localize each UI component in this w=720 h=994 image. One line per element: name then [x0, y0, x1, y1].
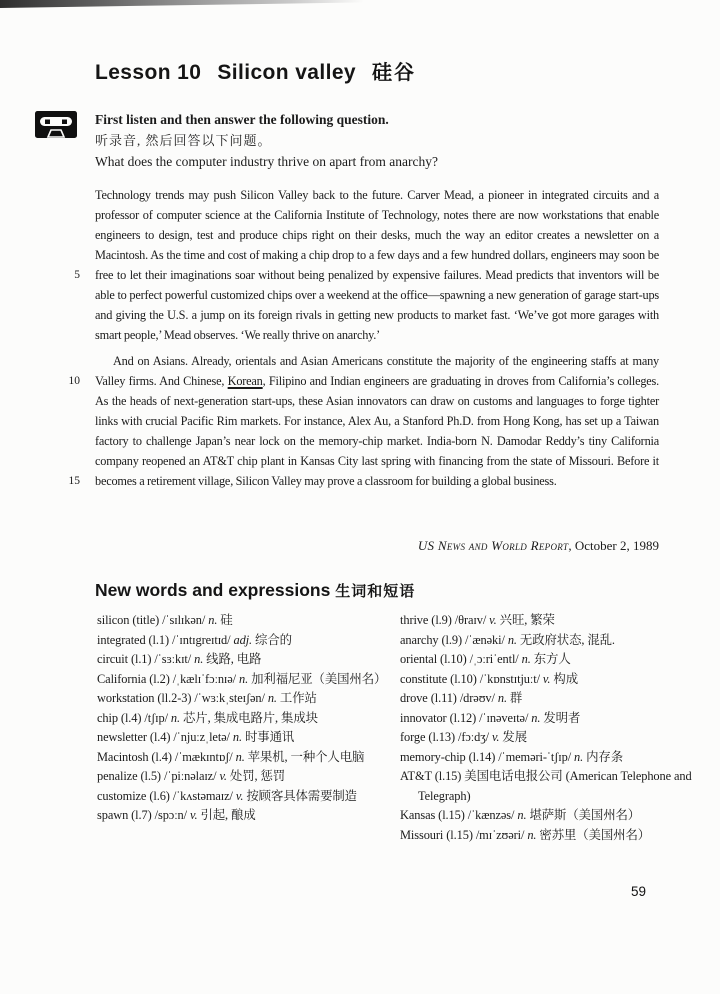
- vocab-entry: thrive (l.9) /θraɪv/ v. 兴旺, 繁荣: [400, 613, 555, 627]
- reading-passage: [95, 185, 659, 491]
- listen-instruction-zh: 听录音, 然后回答以下问题。: [95, 133, 272, 148]
- vocab-entry: customize (l.6) /ˈkʌstəmaɪz/ v. 按顾客具体需要制造: [97, 788, 357, 803]
- scan-artifact-edge: [0, 0, 364, 8]
- page-number: 59: [631, 884, 647, 899]
- vocab-entry: penalize (l.5) /ˈpiːnəlaɪz/ v. 处罚, 惩罚: [97, 769, 286, 783]
- vocab-entry: Macintosh (l.4) /ˈmækɪntɒʃ/ n. 苹果机, 一种个人电脑: [97, 749, 365, 764]
- vocab-entry: forge (l.13) /fɔːdʒ/ v. 发展: [400, 730, 528, 744]
- vocab-entry: memory-chip (l.14) /ˈmeməri-ˈtʃɪp/ n. 内存条: [400, 749, 624, 764]
- vocab-entry: Kansas (l.15) /ˈkænzəs/ n. 堪萨斯（美国州名）: [400, 808, 641, 822]
- vocabulary-column-left: [97, 611, 395, 826]
- vocab-entry: anarchy (l.9) /ˈænəki/ n. 无政府状态, 混乱.: [400, 632, 615, 647]
- vocab-entry: AT&T (l.15) 美国电话电报公司 (American Telephone and Telegraph): [400, 769, 692, 803]
- source-name: US News and World Report: [417, 538, 569, 553]
- vocab-entry: workstation (ll.2-3) /ˈwɜːkˌsteɪʃən/ n. 工作站: [97, 691, 317, 705]
- listen-instruction-en: First listen and then answer the following question.: [95, 112, 389, 127]
- vocab-entry: integrated (l.1) /ˈɪntɪgreɪtɪd/ adj. 综合的: [97, 632, 292, 647]
- listen-section: [95, 110, 661, 173]
- vocab-entry: constitute (l.10) /ˈkɒnstɪtjuːt/ v. 构成: [400, 671, 578, 686]
- page-title: [95, 56, 416, 85]
- lesson-number: Lesson 10: [95, 61, 202, 84]
- vocab-entry: oriental (l.10) /ˌɔːriˈentl/ n. 东方人: [400, 652, 571, 666]
- vocab-entry: drove (l.11) /drəʊv/ n. 群: [400, 691, 523, 705]
- passage-paragraph: Technology trends may push Silicon Valley back to the future. Carver Mead, a pioneer in integrated circuits and a professor of computer science at the California Institute of Technology, notes there are now workstations that enable engineers to design, test and produce chips right on their desks, much the way an editor creates a newsletter on a Macintosh. As the time and cost of making a chip drop to a few days and a few hundred dollars, engineers may soon be free to let their imaginations soar without being penalized by expensive failures. Mead predicts that inventors will be able to perfect powerful customized chips over a weekend at the office—spawning a new generation of garage start-ups and giving the U.S. a jump on its foreign rivals in getting new products to market fast. ‘We’ve got more garages with smart people,’ Mead observes. ‘We really thrive on anarchy.’: [95, 188, 659, 342]
- vocab-entry: spawn (l.7) /spɔːn/ v. 引起, 酿成: [97, 808, 256, 822]
- vocabulary-column-right: [400, 611, 700, 845]
- cassette-icon: [35, 110, 78, 140]
- vocab-entry: innovator (l.12) /ˈɪnəveɪtə/ n. 发明者: [400, 710, 581, 725]
- vocab-entry: California (l.2) /ˌkælɪˈfɔːnɪə/ n. 加利福尼亚（美国州名）: [97, 671, 387, 686]
- vocabulary-heading: [95, 580, 415, 601]
- source-attribution: [95, 538, 659, 554]
- vocab-entry: Missouri (l.15) /mɪˈzʊəri/ n. 密苏里（美国州名）: [400, 827, 651, 842]
- vocabulary-heading-zh: 生词和短语: [335, 583, 416, 600]
- vocab-entry: silicon (title) /ˈsɪlɪkən/ n. 硅: [97, 613, 233, 627]
- line-number-10: 10: [68, 375, 80, 387]
- listen-question: What does the computer industry thrive on apart from anarchy?: [95, 154, 439, 169]
- vocab-entry: chip (l.4) /tʃɪp/ n. 芯片, 集成电路片, 集成块: [97, 710, 318, 725]
- vocab-entry: circuit (l.1) /ˈsɜːkɪt/ n. 线路, 电路: [97, 652, 262, 666]
- vocab-entry: newsletter (l.4) /ˈnjuːzˌletə/ n. 时事通讯: [97, 730, 295, 744]
- passage-paragraph: And on Asians. Already, orientals and Asian Americans constitute the majority of the engineering staffs at many Valley firms. And Chinese, Korean, Filipino and Indian engineers are graduating in droves from California’s colleges. As the heads of next-generation start-ups, these Asian innovators can draw on customs and languages to forge tighter links with crucial Pacific Rim markets. For instance, Alex Au, a Stanford Ph.D. from Hong Kong, has set up a Taiwan factory to challenge Japan’s near lock on the memory-chip market. India-born N. Damodar Reddy’s tiny California company reopened an AT&T chip plant in Kansas City last spring with financing from the state of Missouri. Before it becomes a retirement village, Silicon Valley may prove a classroom for building a global business.: [95, 354, 659, 488]
- line-number-15: 15: [68, 475, 80, 487]
- source-date: , October 2, 1989: [568, 538, 659, 553]
- line-number-5: 5: [74, 269, 80, 281]
- lesson-name: Silicon valley: [217, 61, 356, 84]
- vocabulary-heading-en: New words and expressions: [95, 580, 331, 600]
- underlined-word: Korean: [227, 374, 263, 388]
- lesson-name-chinese: 硅谷: [372, 62, 416, 84]
